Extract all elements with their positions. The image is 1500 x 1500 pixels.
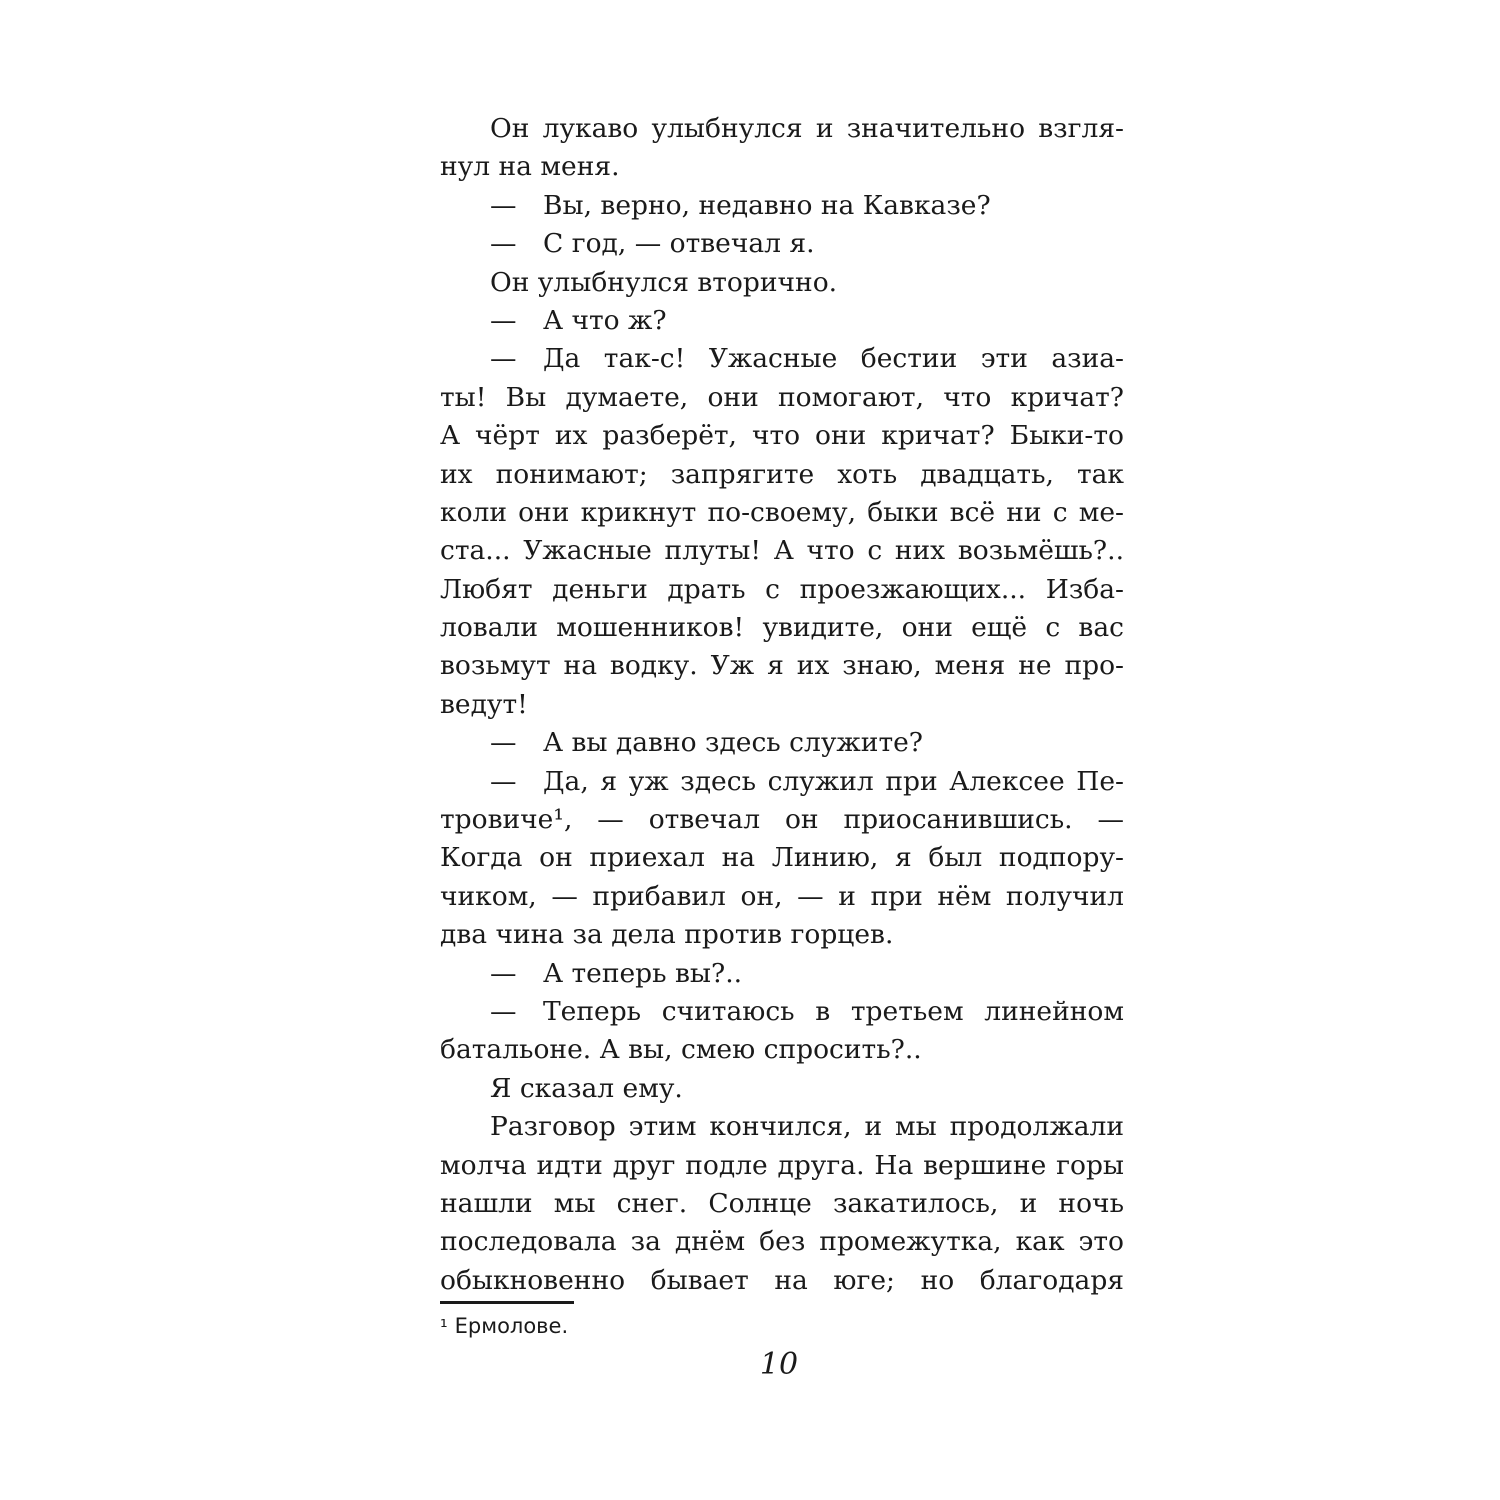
text-line: Любят деньги драть с проезжающих... Изба- bbox=[440, 573, 1124, 605]
text-line: возьмут на водку. Уж я их знаю, меня не про- bbox=[440, 650, 1124, 682]
text-line: чиком, — прибавил он, — и при нём получил bbox=[440, 880, 1124, 912]
text-line: — Да так-с! Ужасные бестии эти азиа- bbox=[490, 343, 1124, 375]
text-line: Он улыбнулся вторично. bbox=[490, 266, 838, 298]
footnote bbox=[440, 1310, 1124, 1343]
text-line: — А что ж? bbox=[490, 304, 667, 336]
text-line: молча идти друг подле друга. На вершине горы bbox=[440, 1149, 1124, 1181]
text-line: — Вы, верно, недавно на Кавказе? bbox=[490, 189, 991, 221]
footnote-rule bbox=[440, 1301, 574, 1304]
footnote-text: Ермолове. bbox=[454, 1314, 569, 1338]
text-line: обыкновенно бывает на юге; но благодаря bbox=[440, 1264, 1124, 1296]
text-line: — Да, я уж здесь служил при Алексее Пе- bbox=[490, 765, 1124, 797]
text-line: — А вы давно здесь служите? bbox=[490, 727, 924, 759]
text-line: Когда он приехал на Линию, я был подпору- bbox=[440, 842, 1124, 874]
text-line: Я сказал ему. bbox=[490, 1072, 683, 1104]
text-line: — А теперь вы?.. bbox=[490, 957, 743, 989]
text-line: два чина за дела против горцев. bbox=[440, 919, 894, 951]
text-line: ты! Вы думаете, они помогают, что кричат? bbox=[440, 381, 1124, 413]
page-text bbox=[440, 110, 1124, 1300]
text-line: их понимают; запрягите хоть двадцать, так bbox=[440, 458, 1124, 490]
text-line: нашли мы снег. Солнце закатилось, и ночь bbox=[440, 1187, 1124, 1219]
text-line: — С год, — отвечал я. bbox=[490, 228, 815, 260]
footnote-marker: ¹ bbox=[440, 1316, 448, 1338]
text-line: Разговор этим кончился, и мы продолжали bbox=[490, 1111, 1124, 1143]
text-line: нул на меня. bbox=[440, 151, 620, 183]
text-line: последовала за днём без промежутка, как это bbox=[440, 1226, 1124, 1258]
page-number: 10 bbox=[759, 1347, 799, 1382]
text-line: ста... Ужасные плуты! А что с них возьмёшь?.. bbox=[440, 535, 1124, 567]
text-line: А чёрт их разберёт, что они кричат? Быки-то bbox=[440, 420, 1124, 452]
text-line: — Теперь считаюсь в третьем линейном bbox=[490, 995, 1124, 1027]
text-line: ловали мошенников! увидите, они ещё с вас bbox=[440, 612, 1124, 644]
text-line: Он лукаво улыбнулся и значительно взгля- bbox=[490, 113, 1124, 144]
text-line: батальоне. А вы, смею спросить?.. bbox=[440, 1034, 922, 1066]
text-line: тровиче¹, — отвечал он приосанившись. — bbox=[440, 804, 1124, 836]
text-line: коли они крикнут по-своему, быки всё ни с ме- bbox=[440, 496, 1124, 528]
text-line: ведут! bbox=[440, 688, 528, 720]
